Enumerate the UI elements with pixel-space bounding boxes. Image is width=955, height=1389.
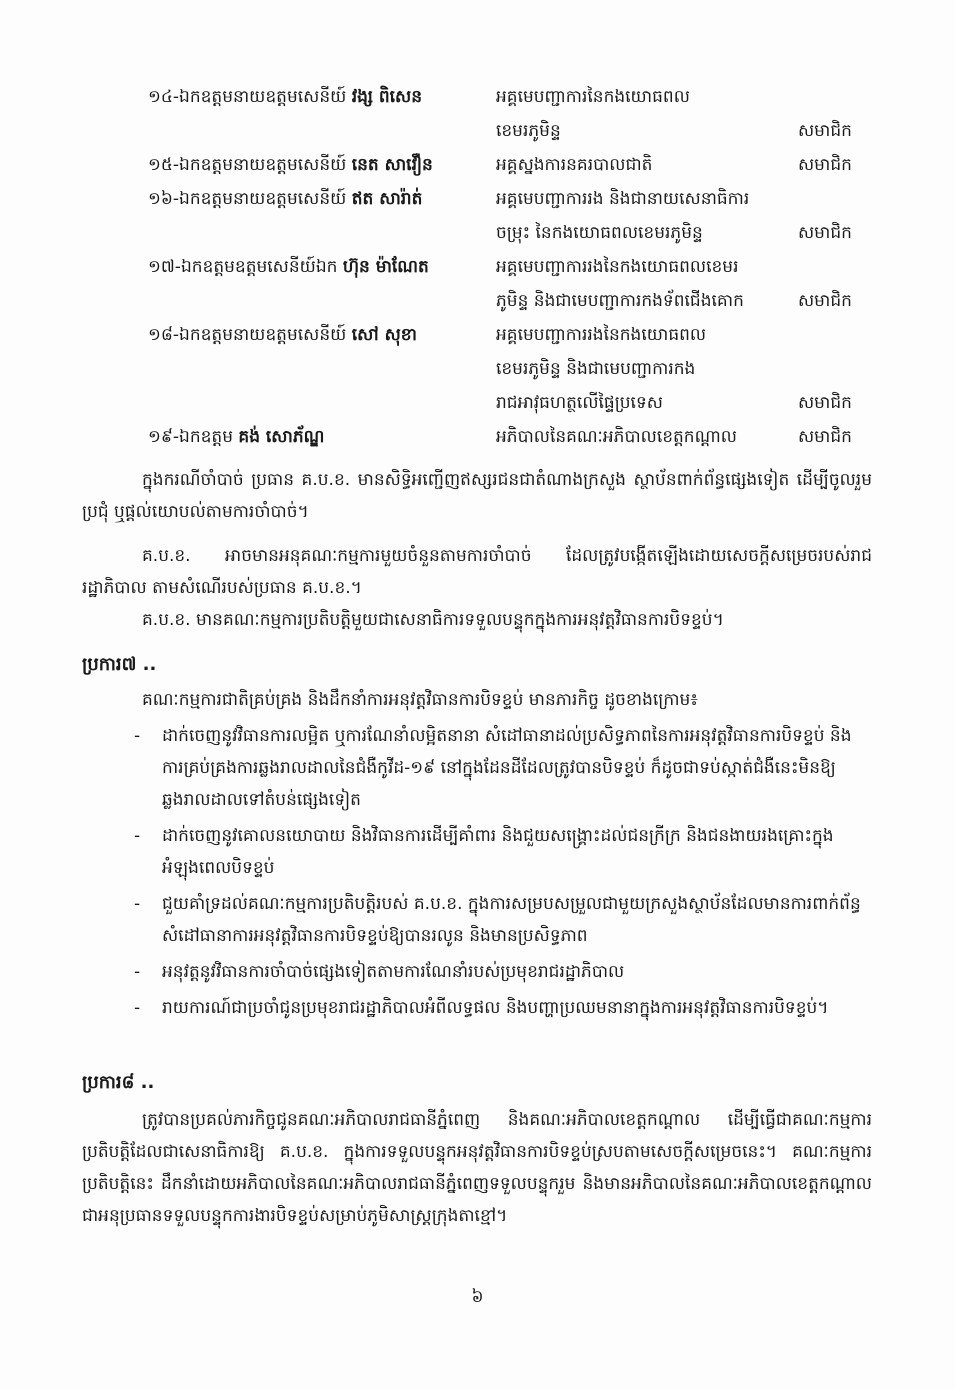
member-title: ១៧-ឯកឧត្តមឧត្តមសេនីយ៍ឯក ហ៊ុន ម៉ាណែត [148, 257, 429, 277]
article-8-text: ត្រូវបានប្រគល់ភារកិច្ចជូនគណៈអភិបាលរាជធានីភ្នំពេញ និងគណៈអភិបាលខេត្តកណ្ដាល ដើម្បីធ្វើជាគណៈកម្មការប្រតិបត្តិដែលជាសេនាធិការឱ្យ គ.ប.ខ. ក្នុងការទទួលបន្ទុកអនុវត្តវិធានការបិទខ្ទប់ស្របតាមសេចក្ដីសម្រេចនេះ។ គណៈកម្មការប្រតិបត្តិនេះ ដឹកនាំដោយអភិបាលនៃគណៈអភិបាលរាជធានីភ្នំពេញទទួលបន្ទុករួម និងមានអភិបាលនៃគណៈអភិបាលខេត្តកណ្ដាលជាអនុប្រធានទទួលបន្ទុកការងារបិទខ្ទប់សម្រាប់ភូមិសាស្ត្រក្រុងតាខ្មៅ។ [82, 1110, 872, 1226]
member-role: សមាជិក [798, 121, 852, 141]
list-item: - រាយការណ៍ជាប្រចាំជូនប្រមុខរាជរដ្ឋាភិបាលអំពីលទ្ធផល និងបញ្ហាប្រឈមនានាក្នុងការអនុវត្តវិធានការបិទខ្ទប់។ [134, 998, 829, 1018]
member-entry [148, 182, 868, 250]
member-title: ១៨-ឯកឧត្តមនាយឧត្តមសេនីយ៍ សៅ សុខា [148, 325, 417, 345]
member-position: អគ្គស្នងការនគរបាលជាតិ [496, 155, 653, 175]
member-position: អគ្គមេបញ្ជាការរងនៃកងយោធពល [496, 325, 707, 345]
member-title: ១៤-ឯកឧត្តមនាយឧត្តមសេនីយ៍ វង្ស ពិសេន [148, 87, 423, 107]
member-role: សមាជិក [798, 427, 852, 447]
list-item: - ដាក់ចេញនូវវិធានការលម្អិត ឬការណែនាំលម្អិតនានា សំដៅធានាដល់ប្រសិទ្ធភាពនៃការអនុវត្តវិធានការបិទខ្ទប់ និងការគ្រប់គ្រងការឆ្លងរាលដាលនៃជំងឺកូវីដ-១៩ នៅក្នុងដែនដីដែលត្រូវបានបិទខ្ទប់ ក៏ដូចជាទប់ស្កាត់ជំងឺនេះមិនឱ្យឆ្លងរាលដាលទៅតំបន់ផ្សេងទៀត [134, 726, 852, 810]
member-role: សមាជិក [798, 291, 852, 311]
member-position: អគ្គមេបញ្ជាការរង និងជានាយសេនាធិការ [496, 189, 750, 209]
member-title: ១៦-ឯកឧត្តមនាយឧត្តមសេនីយ៍ ឥត សារ៉ាត់ [148, 189, 423, 209]
member-position: អគ្គមេបញ្ជាការរងនៃកងយោធពលខេមរ [496, 257, 739, 277]
list-item: - ជួយគាំទ្រដល់គណៈកម្មការប្រតិបត្តិរបស់ គ.ប.ខ. ក្នុងការសម្របសម្រួលជាមួយក្រសួងស្ថាប័នដែលមានការពាក់ព័ន្ធសំដៅធានាការអនុវត្តវិធានការបិទខ្ទប់ឱ្យបានរលូន និងមានប្រសិទ្ធភាព [134, 894, 861, 946]
page-number: ៦ [471, 1287, 484, 1307]
member-name: គង់ សោភ័ណ្ឌ [238, 427, 325, 447]
member-role: សមាជិក [798, 223, 852, 243]
member-entry [148, 250, 868, 318]
member-entry [148, 80, 868, 148]
member-name: សៅ សុខា [351, 325, 417, 345]
list-item: - អនុវត្តនូវវិធានការចាំបាច់ផ្សេងទៀតតាមការណែនាំរបស់ប្រមុខរាជរដ្ឋាភិបាល [134, 962, 625, 982]
member-position: រាជអាវុធហត្ថលើផ្ទៃប្រទេស [496, 393, 663, 413]
member-list [148, 80, 868, 454]
member-position: អគ្គមេបញ្ជាការនៃកងយោធពល [496, 87, 690, 107]
list-item: - ដាក់ចេញនូវគោលនយោបាយ និងវិធានការដើម្បីគាំពារ និងជួយសង្គ្រោះដល់ជនក្រីក្រ និងជនងាយរងគ្រោះក្នុងអំឡុងពេលបិទខ្ទប់ [134, 826, 834, 878]
member-role: សមាជិក [798, 155, 852, 175]
member-title: ១៩-ឯកឧត្តម គង់ សោភ័ណ្ឌ [148, 427, 325, 447]
member-name: ហ៊ុន ម៉ាណែត [342, 257, 429, 277]
member-position: ចម្រុះ នៃកងយោធពលខេមរភូមិន្ទ [496, 223, 703, 243]
article-7-heading: ប្រការ៧ .. [82, 654, 157, 675]
member-name: វង្ស ពិសេន [351, 87, 423, 107]
paragraph-executive-committee: គ.ប.ខ. មានគណៈកម្មការប្រតិបត្តិមួយជាសេនាធិការទទួលបន្ទុកក្នុងការអនុវត្តវិធានការបិទខ្ទប់។ [142, 610, 724, 630]
member-position: អភិបាលនៃគណៈអភិបាលខេត្តកណ្ដាល [496, 427, 737, 447]
article-7-intro: គណៈកម្មការជាតិគ្រប់គ្រង និងដឹកនាំការអនុវត្តវិធានការបិទខ្ទប់ មានភារកិច្ច ដូចខាងក្រោម៖ [142, 690, 698, 710]
member-role: សមាជិក [798, 393, 852, 413]
member-entry [148, 318, 868, 420]
member-position: ភូមិន្ទ និងជាមេបញ្ជាការកងទ័ពជើងគោក [496, 291, 744, 311]
member-name: ឥត សារ៉ាត់ [351, 189, 423, 209]
member-position: ខេមរភូមិន្ទ និងជាមេបញ្ជាការកង [496, 359, 696, 379]
article-8-heading: ប្រការ៨ .. [82, 1072, 155, 1093]
paragraph-invite-representatives: ក្នុងករណីចាំបាច់ ប្រធាន គ.ប.ខ. មានសិទ្ធិអញ្ជើញឥស្សរជនជាតំណាងក្រសួង ស្ថាប័នពាក់ព័ន្ធផ្សេងទៀត ដើម្បីចូលរួមប្រជុំ ឬផ្ដល់យោបល់តាមការចាំបាច់។ [82, 470, 872, 522]
article-7-duties [130, 720, 870, 1028]
member-name: នេត សាវឿន [351, 155, 433, 175]
paragraph-subcommittees: គ.ប.ខ. អាចមានអនុគណៈកម្មការមួយចំនួនតាមការចាំបាច់ ដែលត្រូវបង្កើតឡើងដោយសេចក្ដីសម្រេចរបស់រាជរដ្ឋាភិបាល តាមសំណើរបស់ប្រធាន គ.ប.ខ.។ [82, 546, 872, 598]
member-position: ខេមរភូមិន្ទ [496, 121, 561, 141]
member-entry [148, 420, 868, 454]
member-title: ១៥-ឯកឧត្តមនាយឧត្តមសេនីយ៍ នេត សាវឿន [148, 155, 433, 175]
member-entry [148, 148, 868, 182]
